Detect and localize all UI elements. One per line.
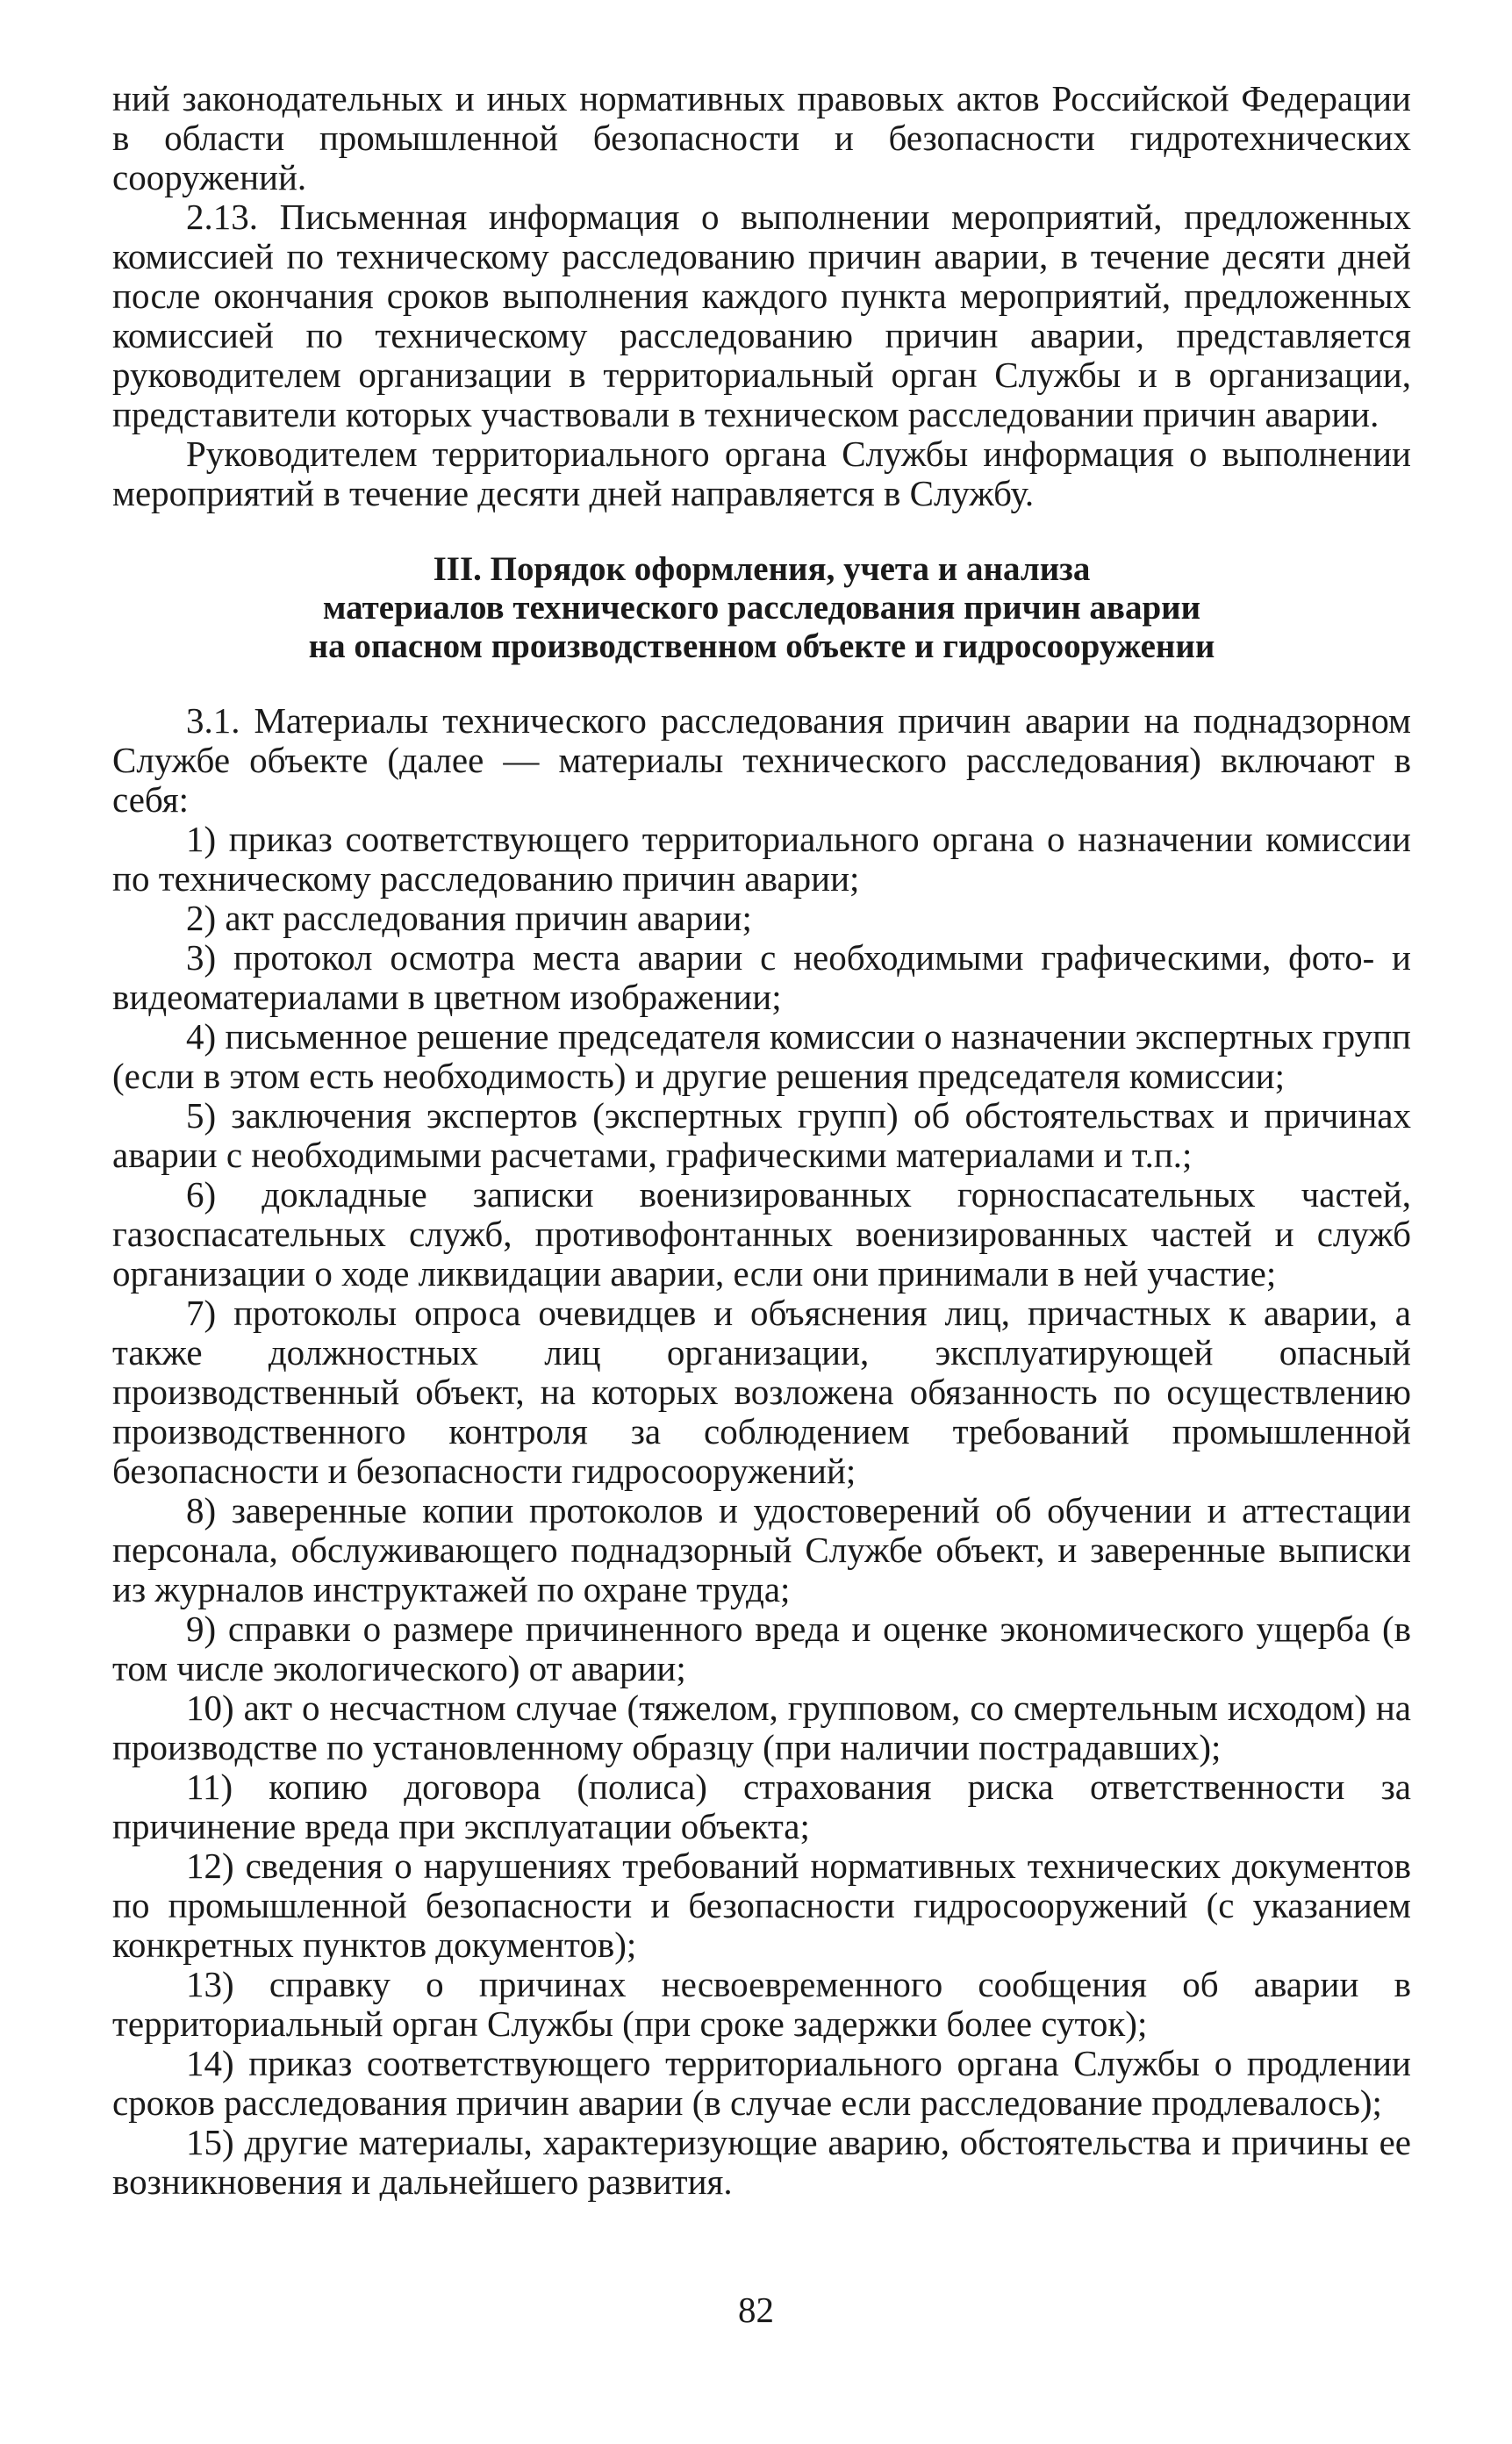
- list-item: 2) акт расследования причин аварии;: [186, 898, 752, 938]
- list-item: 15) другие материалы, характеризующие аварию, обстоятельства и причины ее возникновения и дальнейшего развития.: [112, 2122, 1411, 2202]
- body-bottom: [112, 701, 1411, 2202]
- list-item: 1) приказ соответствующего территориального органа о назначении комиссии по техническому расследованию причин аварии;: [112, 819, 1411, 899]
- list-item: 11) копию договора (полиса) страхования риска ответственности за причинение вреда при эксплуатации объекта;: [112, 1767, 1411, 1846]
- paragraph-head-info: Руководителем территориального органа Службы информация о выполнении мероприятий в течение десяти дней направляется в Службу.: [112, 434, 1411, 513]
- section-heading-line2: материалов технического расследования причин аварии: [322, 589, 1201, 627]
- section-heading-line1: III. Порядок оформления, учета и анализа: [433, 550, 1091, 588]
- list-item: 6) докладные записки военизированных горноспасательных частей, газоспасательных служб, противофонтанных военизированных частей и служб организации о ходе ликвидации аварии, если они принимали в ней участие;: [112, 1174, 1411, 1294]
- list-item: 5) заключения экспертов (экспертных групп) об обстоятельствах и причинах аварии с необходимыми расчетами, графическими материалами и т.п.;: [112, 1095, 1411, 1175]
- list-item: 9) справки о размере причиненного вреда и оценке экономического ущерба (в том числе экологического) от аварии;: [112, 1609, 1411, 1688]
- body-top: [112, 79, 1411, 513]
- list-item: 8) заверенные копии протоколов и удостоверений об обучении и аттестации персонала, обслуживающего поднадзорный Службе объект, и заверенные выписки из журналов инструктажей по охране труда;: [112, 1490, 1411, 1609]
- list-item: 12) сведения о нарушениях требований нормативных технических документов по промышленной безопасности и безопасности гидросооружений (с указанием конкретных пунктов документов);: [112, 1846, 1411, 1965]
- section-heading: [112, 550, 1411, 666]
- list-item: 7) протоколы опроса очевидцев и объяснения лиц, причастных к аварии, а также должностных лиц организации, эксплуатирующей опасный производственный объект, на которых возложена обязанность по осуществлению производственного контроля за соблюдением требований промышленной безопасности и безопасности гидросооружений;: [112, 1293, 1411, 1491]
- paragraph-2-13: 2.13. Письменная информация о выполнении мероприятий, предложенных комиссией по техническому расследованию причин аварии, в течение десяти дней после окончания сроков выполнения каждого пункта мероприятий, предложенных комиссией по техническому расследованию причин аварии, представляется руководителем организации в территориальный орган Службы и в организации, представители которых участвовали в техническом расследовании причин аварии.: [112, 197, 1411, 434]
- paragraph-continuation: ний законодательных и иных нормативных правовых актов Российской Федерации в области промышленной безопасности и безопасности гидротехнических сооружений.: [112, 78, 1411, 197]
- list-item: 4) письменное решение председателя комиссии о назначении экспертных групп (если в этом есть необходимость) и другие решения председателя комиссии;: [112, 1016, 1411, 1096]
- paragraph-3-1: 3.1. Материалы технического расследования причин аварии на поднадзорном Службе объекте (далее — материалы технического расследования) включают в себя:: [112, 700, 1411, 820]
- page-number: 82: [738, 2290, 774, 2330]
- list-item: 10) акт о несчастном случае (тяжелом, групповом, со смертельным исходом) на производстве по установленному образцу (при наличии пострадавших);: [112, 1688, 1411, 1767]
- list-item: 14) приказ соответствующего территориального органа Службы о продлении сроков расследования причин аварии (в случае если расследование продлевалось);: [112, 2043, 1411, 2123]
- document-page: [112, 79, 1411, 2202]
- list-item: 13) справку о причинах несвоевременного сообщения об аварии в территориальный орган Службы (при сроке задержки более суток);: [112, 1964, 1411, 2044]
- section-heading-line3: на опасном производственном объекте и гидросооружении: [308, 627, 1215, 665]
- list-item: 3) протокол осмотра места аварии с необходимыми графическими, фото- и видеоматериалами в цветном изображении;: [112, 937, 1411, 1017]
